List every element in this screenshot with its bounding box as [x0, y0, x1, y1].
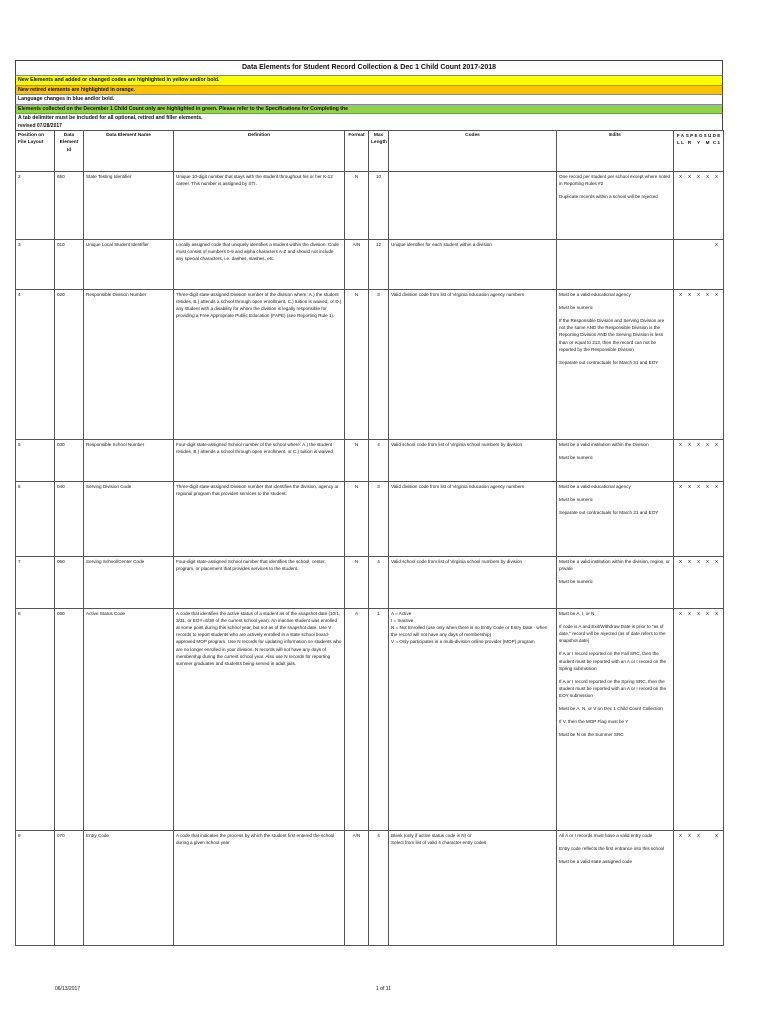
note-dec1-only: Elements collected on the December 1 Child Count only are highlighted in green. Please refer to the Specifications for Completing the — [15, 104, 723, 114]
cell-position: 8 — [16, 608, 55, 830]
note-language-changes: Language changes in blue and/or bold. — [15, 94, 723, 104]
collection-mark: X — [714, 173, 719, 179]
cell-name: Responsible Division Number — [84, 289, 174, 439]
cell-format: N — [345, 556, 369, 608]
collection-mark: X — [705, 558, 710, 564]
edit-rule: Must be N on the Summer SRC — [559, 732, 624, 738]
cell-edits — [557, 289, 674, 439]
cell-element-id: 060 — [55, 608, 84, 830]
cell-element-id: 020 — [55, 289, 84, 439]
collection-mark: X — [687, 441, 692, 447]
collection-mark: X — [687, 610, 692, 616]
collection-mark: X — [705, 610, 710, 616]
cell-max-length: 4 — [369, 556, 389, 608]
collection-mark: X — [705, 291, 710, 297]
edit-rule: If code is A and Exit/Withdraw Date is prior to "as of date," record will be rejected (as of date refers to the snapshot date) — [559, 624, 666, 644]
collection-mark: X — [687, 558, 692, 564]
cell-name: Entry Code — [84, 830, 174, 945]
cell-max-length: 3 — [369, 481, 389, 556]
collection-mark: X — [678, 441, 683, 447]
col-name: Data Element Name — [84, 130, 174, 171]
cell-element-id: 040 — [55, 481, 84, 556]
collection-mark — [694, 241, 703, 248]
edit-rule: If the Responsible Division and Serving Division are not the same AND the Responsible Division is the Reporting Division AND the Serving Division is less than or equal to 213, then the record can not be reported by the Responsible Division — [559, 318, 665, 352]
cell-codes: Unique identifier for each student within a division — [389, 239, 557, 289]
data-elements-table — [15, 130, 724, 946]
table-row — [16, 171, 724, 239]
note-new-elements: New Elements and added or changed codes are highlighted in yellow and/or bold. — [15, 75, 723, 85]
collection-mark: X — [714, 291, 719, 297]
cell-collections — [674, 608, 724, 830]
cell-collections — [674, 171, 724, 239]
collection-mark: X — [678, 483, 683, 489]
collection-mark: X — [714, 832, 719, 838]
table-row — [16, 481, 724, 556]
collection-mark — [685, 241, 694, 248]
col-definition: Definition — [174, 130, 345, 171]
cell-position: 6 — [16, 481, 55, 556]
edit-rule: Must be A, I, or N — [559, 610, 595, 616]
cell-collections — [674, 556, 724, 608]
cell-definition: Three-digit state-assigned Division number that identifies the division, agency or regional program that provides services to the student. — [174, 481, 345, 556]
collection-mark: X — [678, 173, 683, 179]
cell-name: Responsible School Number — [84, 439, 174, 481]
page-title: Data Elements for Student Record Collection & Dec 1 Child Count 2017-2018 — [15, 60, 723, 75]
edit-rule: Separate out contractuals for March 31 and EOY — [559, 510, 659, 516]
cell-format: A/N — [345, 239, 369, 289]
cell-codes: Blank (only if active status code is N) or Select from list of valid 4 character entry codes — [389, 830, 557, 945]
col-edits: Edits — [557, 130, 674, 171]
cell-element-id: 010 — [55, 239, 84, 289]
collection-mark — [703, 832, 712, 839]
col-spr: S P R — [685, 132, 694, 145]
edit-rule: Must be a valid educational agency — [559, 483, 631, 489]
table-row — [16, 289, 724, 439]
collection-mark: X — [696, 441, 701, 447]
cell-format: N — [345, 171, 369, 239]
cell-definition: Four-digit state-assigned School number that identifies the school, center, program, or placement that provides services to the student. — [174, 556, 345, 608]
edit-rule: All A or I records must have a valid entry code — [559, 832, 653, 838]
table-row — [16, 439, 724, 481]
edit-rule: Duplicate records within a school will be rejected — [559, 194, 658, 200]
cell-max-length: 12 — [369, 239, 389, 289]
cell-codes: A = Active I = Inactive N = Not Enrolled (use only when there is no Entry Code or Entry Date - when the record will not have any days of membership) V = Only participates in a multi-division online provider (MOP) program — [389, 608, 557, 830]
collection-mark: X — [678, 291, 683, 297]
col-codes: Codes — [389, 130, 557, 171]
cell-edits — [557, 556, 674, 608]
cell-definition: A code that indicates the process by which the student first entered the school during a given school year. — [174, 830, 345, 945]
col-dec1: D E C 1 — [712, 132, 721, 145]
cell-collections — [674, 439, 724, 481]
cell-position: 3 — [16, 239, 55, 289]
cell-edits — [557, 239, 674, 289]
cell-name: Serving Division Code — [84, 481, 174, 556]
edit-rule: If V, then the MOP Flag must be Y — [559, 719, 629, 725]
cell-max-length: 1 — [369, 608, 389, 830]
collection-mark: X — [714, 441, 719, 447]
cell-position: 5 — [16, 439, 55, 481]
col-fall: F A L L — [676, 132, 685, 145]
edit-rule: Must be a valid institution within the Division — [559, 441, 649, 447]
cell-position: 9 — [16, 830, 55, 945]
cell-max-length: 3 — [369, 289, 389, 439]
collection-mark: X — [678, 610, 683, 616]
cell-format: A/N — [345, 830, 369, 945]
collection-mark: X — [705, 441, 710, 447]
cell-definition: Four-digit state-assigned School number of the school where: A.) the student resides, B.) attends a school through open enrollment, or C.) tuition is waived. — [174, 439, 345, 481]
edit-rule: If A or I record reported on the Spring SRC, then the student must be reported with an A or I record on the EOY submission — [559, 678, 666, 698]
cell-codes: Valid school code from list of Virginia school numbers by division — [389, 439, 557, 481]
edit-rule: Must be a valid educational agency — [559, 291, 631, 297]
cell-format: N — [345, 481, 369, 556]
edit-rule: One record per student per school except where noted in Reporting Rules #2 — [559, 173, 671, 187]
collection-mark: X — [678, 832, 683, 838]
footer-page-number: 1 of 11 — [376, 986, 391, 992]
collection-mark: X — [687, 291, 692, 297]
collection-mark: X — [705, 483, 710, 489]
collection-mark: X — [687, 173, 692, 179]
collection-mark — [703, 241, 712, 248]
collection-mark: X — [678, 558, 683, 564]
edit-rule: Must be numeric — [559, 579, 593, 585]
cell-definition: Unique 10-digit number that stays with the student throughout his or her K-12 career. This number is assigned by STI. — [174, 171, 345, 239]
table-row — [16, 239, 724, 289]
cell-collections — [674, 289, 724, 439]
collection-mark: X — [696, 173, 701, 179]
cell-position: 2 — [16, 171, 55, 239]
cell-element-id: 050 — [55, 556, 84, 608]
col-format: Format — [345, 130, 369, 171]
cell-format: A — [345, 608, 369, 830]
table-row — [16, 608, 724, 830]
col-eoy: E O Y — [694, 132, 703, 145]
collection-mark: X — [696, 558, 701, 564]
collection-mark: X — [696, 483, 701, 489]
cell-name: Active Status Code — [84, 608, 174, 830]
edit-rule: If A or I record reported on the Fall SRC, then the student must be reported with an A or I record on the Spring submission — [559, 651, 666, 671]
footer-date: 06/13/2017 — [55, 986, 81, 992]
edit-rule: Must be a valid institution within the division, region, or private — [559, 558, 670, 572]
edit-rule: Separate out contractuals for March 31 and EOY — [559, 359, 659, 365]
cell-max-length: 10 — [369, 171, 389, 239]
collection-mark: X — [696, 610, 701, 616]
cell-name: Serving School/Center Code — [84, 556, 174, 608]
cell-name: Unique Local Student Identifier — [84, 239, 174, 289]
cell-edits — [557, 171, 674, 239]
cell-definition: A code that identifies the active status of a student as of the snapshot date (10/1, 3/31, or EOY=6/30 of the current school year). An inactive student was enrolled at some point during this school year, but not as of the snapshot date. Use V records to report students who are actively enrolled in a state school board-approved MOP program. Use N records for updating information on students who are no longer enrolled in your division. N records will not have any days of membership during the current school year. Also use N records for reporting summer graduates and students being served in adult jails. — [174, 608, 345, 830]
col-position: Position on File Layout — [16, 130, 55, 171]
col-max-length: Max Length — [369, 130, 389, 171]
cell-element-id: 030 — [55, 439, 84, 481]
cell-format: N — [345, 289, 369, 439]
note-tab-delimiter: A tab delimiter must be included for all optional, retired and filler elements. — [15, 113, 723, 123]
cell-definition: Locally assigned code that uniquely identifies a student within the division. Code must consist of numbers 0-9 and alpha characters A-Z and should not include any special characters, i.e. dashes, slashes, etc. — [174, 239, 345, 289]
cell-max-length: 4 — [369, 439, 389, 481]
cell-name: State Testing Identifier — [84, 171, 174, 239]
cell-collections — [674, 481, 724, 556]
cell-edits — [557, 439, 674, 481]
col-sum: S U M — [703, 132, 712, 145]
cell-position: 7 — [16, 556, 55, 608]
cell-element-id: 070 — [55, 830, 84, 945]
cell-codes: Valid division code from list of Virginia education agency numbers — [389, 289, 557, 439]
collection-mark: X — [687, 483, 692, 489]
cell-edits — [557, 608, 674, 830]
edit-rule: Must be numeric — [559, 497, 593, 503]
collection-mark: X — [696, 832, 701, 838]
edit-rule: Entry code reflects the first entrance into this school — [559, 846, 665, 852]
cell-collections — [674, 830, 724, 945]
table-row — [16, 830, 724, 945]
collection-mark: X — [696, 291, 701, 297]
cell-codes: Valid division code from list of Virginia education agency numbers — [389, 481, 557, 556]
cell-element-id: 650 — [55, 171, 84, 239]
cell-collections — [674, 239, 724, 289]
col-collections — [674, 130, 724, 171]
cell-edits — [557, 481, 674, 556]
collection-mark: X — [714, 241, 719, 247]
cell-format: N — [345, 439, 369, 481]
cell-definition: Three-digit state-assigned Division number of the division where: A.) the student resides, B.) attends a school through open enrollment, C.) tuition is waived, or D.) any student with a disability for whom the division is legally responsible for providing a Free Appropriate Public Education (FAPE) (see Reporting Rule 1). — [174, 289, 345, 439]
cell-codes: Valid school code from list of Virginia school numbers by division — [389, 556, 557, 608]
edit-rule: Must be a valid state assigned code — [559, 859, 633, 865]
edit-rule: Must be numeric — [559, 305, 593, 311]
cell-edits — [557, 830, 674, 945]
cell-position: 4 — [16, 289, 55, 439]
collection-mark: X — [714, 558, 719, 564]
note-retired-elements: New retired elements are highlighted in orange. — [15, 85, 723, 95]
collection-mark: X — [705, 173, 710, 179]
cell-max-length: 4 — [369, 830, 389, 945]
col-element-id: Data Element Id — [55, 130, 84, 171]
cell-codes — [389, 171, 557, 239]
edit-rule: Must be numeric — [559, 455, 593, 461]
collection-mark — [676, 241, 685, 248]
collection-mark: X — [714, 610, 719, 616]
table-row — [16, 556, 724, 608]
revised-date: revised 07/28/2017 — [15, 123, 723, 130]
document-page — [15, 60, 723, 946]
collection-mark: X — [687, 832, 692, 838]
collection-mark: X — [714, 483, 719, 489]
edit-rule: Must be A, N, or V on Dec 1 Child Count Collection — [559, 706, 663, 712]
